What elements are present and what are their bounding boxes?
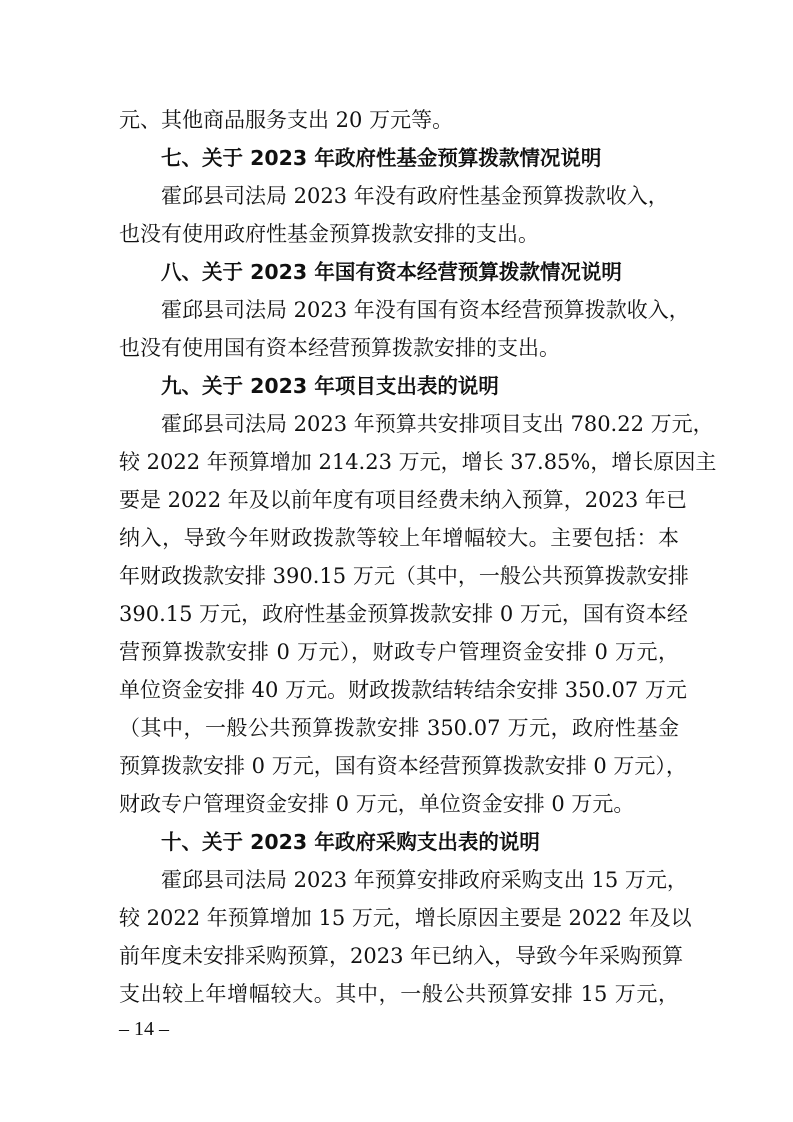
text-line: 支出较上年增幅较大。其中，一般公共预算安排 15 万元，	[119, 982, 679, 1006]
text-line: 前年度未安排采购预算，2023 年已纳入，导致今年采购预算	[119, 944, 684, 968]
text-line: 单位资金安排 40 万元。财政拨款结转结余安排 350.07 万元	[119, 678, 687, 702]
text-line: 霍邱县司法局 2023 年预算共安排项目支出 780.22 万元，	[161, 412, 714, 436]
text-line: 年财政拨款安排 390.15 万元（其中，一般公共预算拨款安排	[119, 564, 689, 588]
section-heading: 七、关于 2023 年政府性基金预算拨款情况说明	[161, 146, 602, 170]
text-line: 霍邱县司法局 2023 年预算安排政府采购支出 15 万元，	[161, 868, 688, 892]
text-line: 营预算拨款安排 0 万元），财政专户管理资金安排 0 万元，	[119, 640, 679, 664]
text-line: 也没有使用国有资本经营预算拨款安排的支出。	[119, 336, 560, 360]
text-line: 也没有使用政府性基金预算拨款安排的支出。	[119, 222, 539, 246]
section-heading: 八、关于 2023 年国有资本经营预算拨款情况说明	[161, 260, 622, 284]
page-number: – 14 –	[119, 1018, 169, 1040]
text-line: （其中，一般公共预算拨款安排 350.07 万元，政府性基金	[119, 716, 679, 740]
text-line: 预算拨款安排 0 万元，国有资本经营预算拨款安排 0 万元），	[119, 754, 687, 778]
text-line: 元、其他商品服务支出 20 万元等。	[119, 108, 454, 132]
section-heading: 九、关于 2023 年项目支出表的说明	[161, 374, 499, 398]
text-line: 霍邱县司法局 2023 年没有国有资本经营预算拨款收入，	[161, 298, 690, 322]
text-line: 霍邱县司法局 2023 年没有政府性基金预算拨款收入，	[161, 184, 669, 208]
text-line: 较 2022 年预算增加 214.23 万元，增长 37.85%，增长原因主	[119, 450, 717, 474]
text-line: 390.15 万元，政府性基金预算拨款安排 0 万元，国有资本经	[119, 602, 688, 626]
text-line: 纳入，导致今年财政拨款等较上年增幅较大。主要包括：本	[119, 526, 679, 550]
text-line: 要是 2022 年及以前年度有项目经费未纳入预算，2023 年已	[119, 488, 687, 512]
text-line: 较 2022 年预算增加 15 万元，增长原因主要是 2022 年及以	[119, 906, 692, 930]
section-heading: 十、关于 2023 年政府采购支出表的说明	[161, 830, 540, 854]
text-line: 财政专户管理资金安排 0 万元，单位资金安排 0 万元。	[119, 792, 635, 816]
